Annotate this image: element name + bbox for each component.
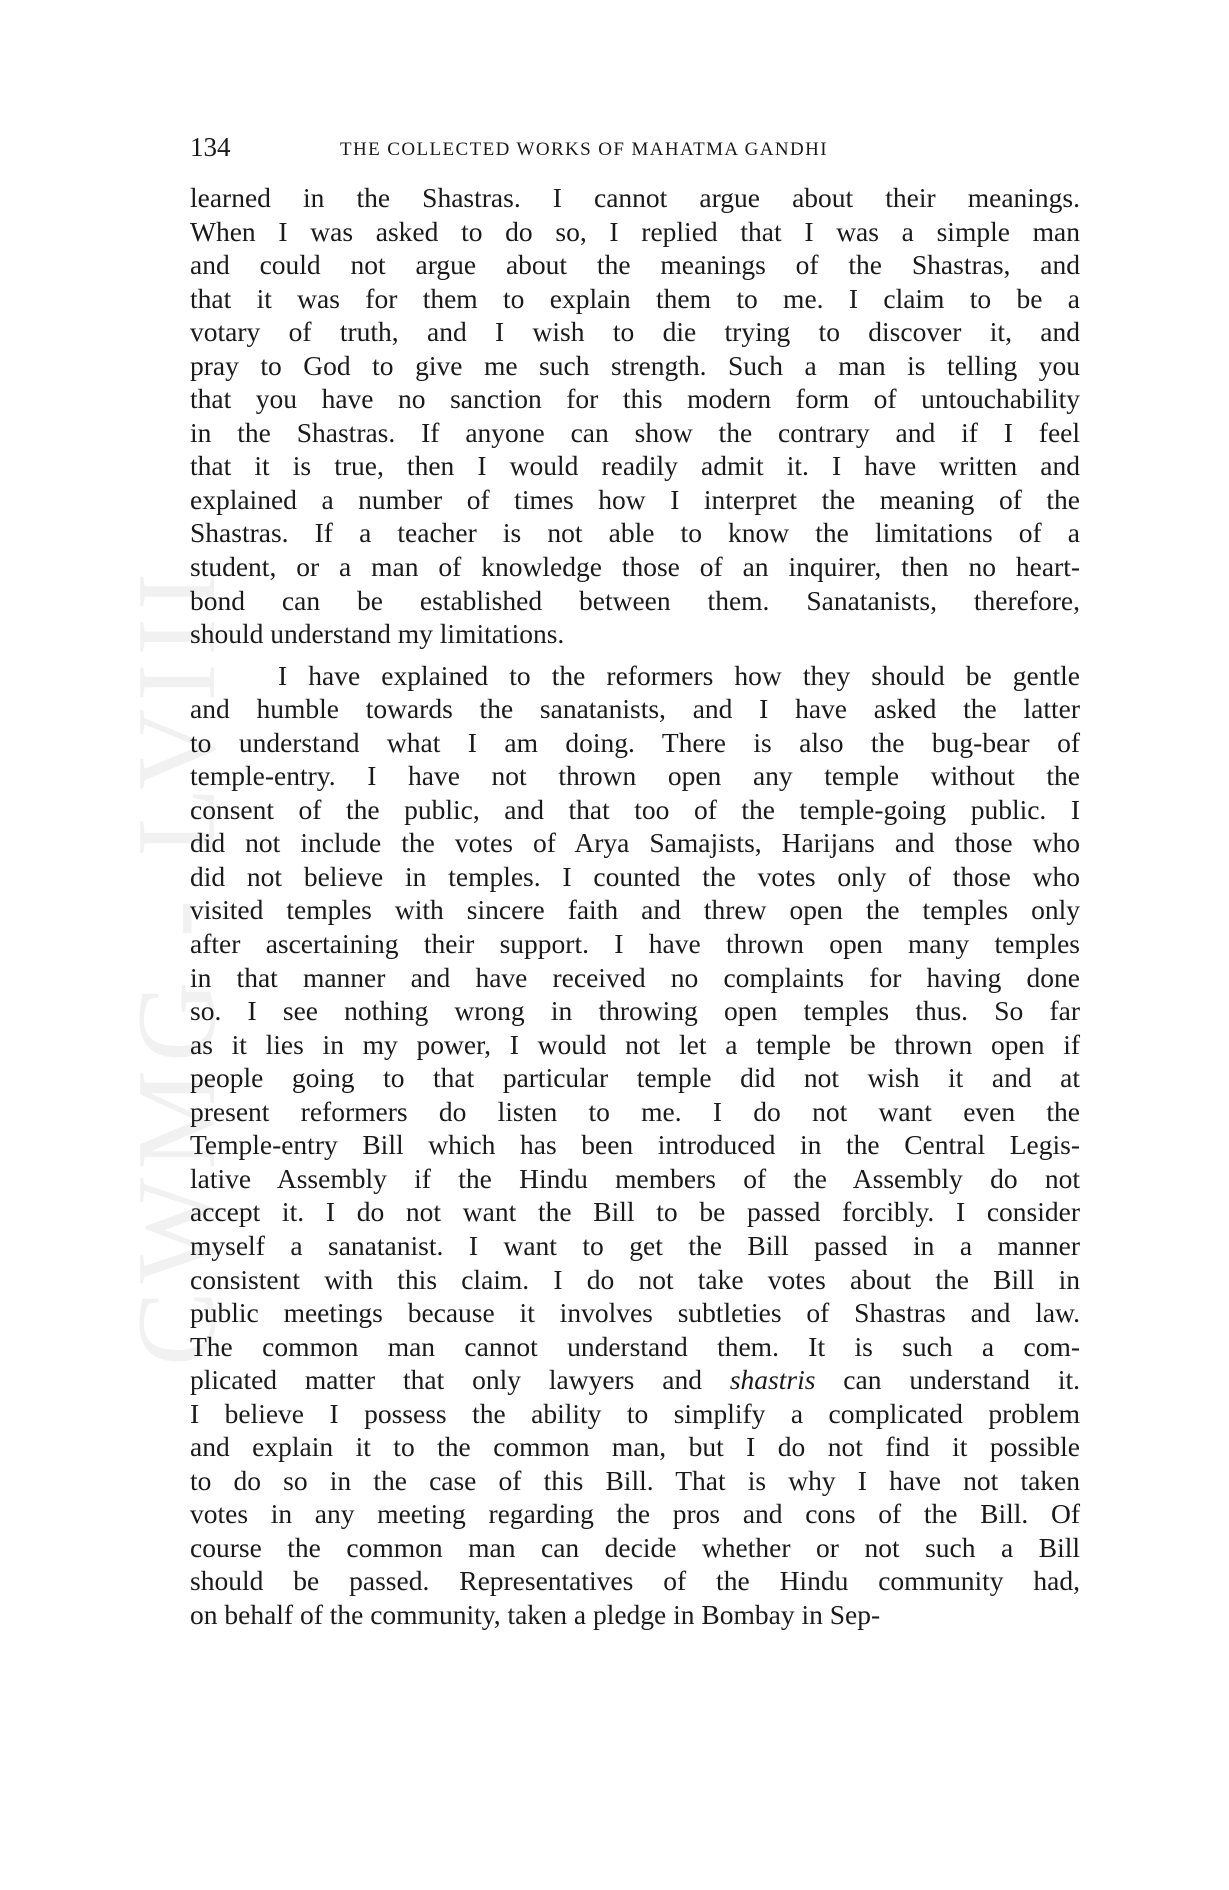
text-line: course the common man can decide whether or not such a Bill [190, 1531, 1080, 1563]
text-line: The common man cannot understand them. It is such a com- [190, 1330, 1080, 1362]
text-line: and could not argue about the meanings of the Shastras, and [190, 249, 1080, 281]
text-line: people going to that particular temple did not wish it and at [190, 1062, 1080, 1094]
body-text [190, 181, 1080, 1632]
text-line: votes in any meeting regarding the pros and cons of the Bill. Of [190, 1498, 1080, 1530]
paragraph [190, 181, 1080, 651]
text-line: myself a sanatanist. I want to get the Bill passed in a manner [190, 1229, 1080, 1261]
text-line: as it lies in my power, I would not let a temple be thrown open if [190, 1028, 1080, 1060]
italic-term: shastris [729, 1364, 816, 1396]
text-line: that it is true, then I would readily admit it. I have written and [190, 450, 1080, 482]
text-line: should be passed. Representatives of the Hindu community had, [190, 1565, 1080, 1597]
text-line: and explain it to the common man, but I do not find it possible [190, 1431, 1080, 1463]
text-line: consistent with this claim. I do not take votes about the Bill in [190, 1263, 1080, 1295]
watermark-text: CWMG - LVIII [115, 564, 240, 1366]
text-line: to understand what I am doing. There is also the bug-bear of [190, 726, 1080, 758]
text-line: When I was asked to do so, I replied that I was a simple man [190, 215, 1080, 247]
text-line [190, 1363, 1080, 1397]
text-line: temple-entry. I have not thrown open any temple without the [190, 760, 1080, 792]
text-line: student, or a man of knowledge those of an inquirer, then no heart- [190, 551, 1080, 583]
text-line: I believe I possess the ability to simplify a complicated problem [190, 1397, 1080, 1429]
text-line: after ascertaining their support. I have thrown open many temples [190, 928, 1080, 960]
running-head [190, 132, 1080, 172]
text-line: that it was for them to explain them to me. I claim to be a [190, 282, 1080, 314]
paragraph-gap [190, 651, 1080, 659]
text-line: pray to God to give me such strength. Such a man is telling you [190, 349, 1080, 381]
text-line: did not include the votes of Arya Samajists, Harijans and those who [190, 827, 1080, 859]
text-line: bond can be established between them. Sanatanists, therefore, [190, 584, 1080, 616]
text-line: consent of the public, and that too of the temple-going public. I [190, 793, 1080, 825]
text-line: in the Shastras. If anyone can show the contrary and if I feel [190, 416, 1080, 448]
paragraph [190, 659, 1080, 1632]
text-line: accept it. I do not want the Bill to be passed forcibly. I consider [190, 1196, 1080, 1228]
text-segment: plicated matter that only lawyers and [190, 1364, 730, 1396]
text-line: votary of truth, and I wish to die trying to discover it, and [190, 316, 1080, 348]
text-line: lative Assembly if the Hindu members of the Assembly do not [190, 1162, 1080, 1194]
text-line: should understand my limitations. [190, 618, 565, 650]
text-line: that you have no sanction for this modern form of untouchability [190, 383, 1080, 415]
text-line: Shastras. If a teacher is not able to know the limitations of a [190, 517, 1080, 549]
text-line: present reformers do listen to me. I do not want even the [190, 1095, 1080, 1127]
text-segment: can understand it. [815, 1364, 1080, 1396]
text-line: I have explained to the reformers how they should be gentle [278, 659, 1080, 691]
text-line: to do so in the case of this Bill. That is why I have not taken [190, 1464, 1080, 1496]
text-line: Temple-entry Bill which has been introduced in the Central Legis- [190, 1129, 1080, 1161]
text-line: and humble towards the sanatanists, and I have asked the latter [190, 693, 1080, 725]
text-line: visited temples with sincere faith and threw open the temples only [190, 894, 1080, 926]
text-line: learned in the Shastras. I cannot argue about their meanings. [190, 182, 1080, 213]
text-line: in that manner and have received no complaints for having done [190, 961, 1080, 993]
page-number: 134 [190, 132, 231, 162]
text-line: on behalf of the community, taken a pledge in Bombay in Sep- [190, 1598, 881, 1630]
text-line: did not believe in temples. I counted the votes only of those who [190, 860, 1080, 892]
text-line: explained a number of times how I interpret the meaning of the [190, 483, 1080, 515]
text-line: so. I see nothing wrong in throwing open temples thus. So far [190, 995, 1080, 1027]
text-line: public meetings because it involves subtleties of Shastras and law. [190, 1297, 1080, 1329]
running-title: THE COLLECTED WORKS OF MAHATMA GANDHI [340, 139, 828, 160]
